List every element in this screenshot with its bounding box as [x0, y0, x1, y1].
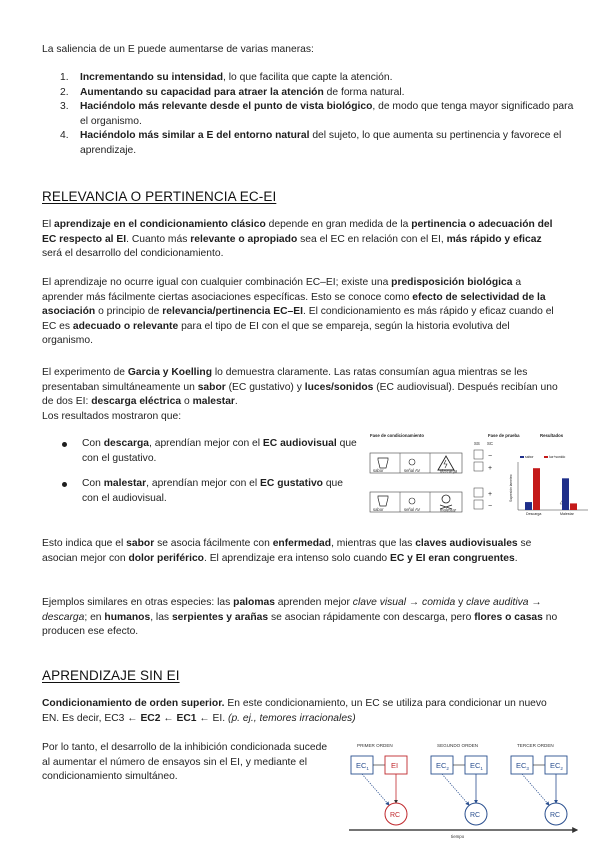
list-item: Con malestar, aprendían mejor con el EC gustativo que con el audiovisual. — [42, 477, 362, 506]
paragraph: El experimento de Garcia y Koelling lo demuestra claramente. Las ratas consumían agua mientras se les presentaban simultáneamente un sabor (EC gustativo) y luces/sonidos (EC audiovisual). Después recibían uno de dos EI: descarga eléctrica o malestar. Los resultados mostraron que: — [42, 367, 558, 422]
svg-text:EI: EI — [391, 761, 399, 770]
paragraph: Por lo tanto, el desarrollo de la inhibición condicionada sucede al aumentar el número de ensayos sin el EI, y mediante el condicionamiento simultáneo. — [42, 742, 328, 783]
x-tick-label: Descarga — [526, 512, 542, 516]
skull-icon — [442, 495, 450, 503]
second-order-diagram — [431, 756, 487, 825]
third-order-diagram — [511, 756, 567, 825]
section-heading-aprendizaje: APRENDIZAJE SIN EI — [42, 668, 180, 683]
svg-text:descarga: descarga — [440, 468, 458, 474]
order-title: TERCER ORDEN — [517, 743, 554, 748]
svg-text:EC3: $EC_3$ — [516, 761, 529, 771]
list-item: 3. Haciéndolo más relevante desde el punto de vista biológico, de modo que tenga mayor significado para el organismo. — [60, 101, 574, 127]
bar-descarga-audiovisual — [533, 468, 540, 510]
figure-col-title: Resultados — [540, 433, 564, 438]
flask-icon — [378, 496, 388, 506]
paragraph: El aprendizaje en el condicionamiento clásico depende en gran medida de la pertinencia o adecuación del EC respecto al EI. Cuanto más relevante o apropiado sea el EC en relación con el EI, más rápido y eficaz será el desarrollo del condicionamiento. — [42, 219, 553, 260]
list-item: 2. Aumentando su capacidad para atraer la atención de forma natural. — [60, 86, 405, 98]
y-axis-label: Supresión lameteo — [509, 474, 513, 502]
legend-swatch-red — [544, 456, 548, 458]
legend-label: sabor — [525, 455, 534, 459]
svg-text:RC: RC — [550, 812, 561, 819]
flask-icon — [378, 458, 388, 468]
time-axis-label: tiempo — [451, 834, 465, 839]
bar-descarga-sabor — [525, 502, 532, 510]
intro-list — [42, 71, 577, 159]
svg-text:RC: RC — [390, 812, 401, 819]
svg-text:señal AV: señal AV — [404, 507, 421, 512]
bar-malestar-sabor — [562, 478, 569, 510]
section-heading-relevancia: RELEVANCIA O PERTINENCIA EC-EI — [42, 189, 277, 204]
list-item: Con descarga, aprendían mejor con el EC audiovisual que con el gustativo. — [42, 437, 362, 466]
legend-swatch-blue — [520, 456, 524, 458]
bulb-icon — [409, 498, 415, 504]
figure-col-title: Fase de prueba — [488, 433, 520, 438]
svg-text:−: − — [488, 453, 493, 460]
results-chart — [509, 455, 588, 516]
svg-text:EC1: $EC_1$ — [356, 761, 369, 771]
test-header: SS — [474, 441, 480, 446]
svg-text:−: − — [488, 503, 493, 510]
bulb-icon — [409, 459, 415, 465]
x-tick-label: Malestar — [560, 512, 574, 516]
svg-text:EC2: $EC_2$ — [550, 761, 563, 771]
paragraph: Ejemplos similares en otras especies: las palomas aprenden mejor clave visual → comida y clave auditiva → descarga; en humanos, las serpientes y arañas se asocian rápidamente con descarga, pero flores o casas no producen ese efecto. — [42, 597, 558, 638]
first-order-diagram — [351, 756, 407, 825]
paragraph: Condicionamiento de orden superior. En este condicionamiento, un EC se utiliza para condicionar un nuevo EN. Es decir, EC3 ← EC2 ← EC1 ← EI. (p. ej., temores irracionales) — [42, 698, 547, 724]
svg-text:malestar: malestar — [440, 507, 457, 513]
paragraph: El aprendizaje no ocurre igual con cualquier combinación EC–EI; existe una predisposición biológica a aprender más fácilmente ciertas asociaciones específicas. Esto se conoce como efecto de selectividad de la asociación o principio de relevancia/pertinencia EC–EI. El condicionamiento es más rápido y eficaz cuando el EC es adecuado o relevante para el tipo de EI con el que se empareja, según la historia evolutiva del organismo. — [42, 277, 554, 347]
svg-text:sabor: sabor — [373, 507, 384, 512]
higher-order-figure — [345, 738, 585, 842]
paragraph: Esto indica que el sabor se asocia fácilmente con enfermedad, mientras que las claves audiovisuales se asocian mejor con dolor periférico. El aprendizaje era intenso solo cuando EC y EI eran congruentes. — [42, 538, 532, 564]
legend-label: luz+sonido — [549, 455, 566, 459]
order-title: SEGUNDO ORDEN — [437, 743, 479, 748]
svg-text:señal AV: señal AV — [404, 468, 421, 473]
result-list — [42, 437, 362, 506]
garcia-koelling-figure — [368, 432, 590, 518]
figure-col-title: Fase de condicionamiento — [370, 433, 424, 438]
svg-text:EC1: $EC_1$ — [470, 761, 483, 771]
conditioning-row-shock — [370, 453, 462, 474]
list-item: 1. Incrementando su intensidad, lo que facilita que capte la atención. — [60, 72, 393, 83]
svg-text:RC: RC — [470, 812, 481, 819]
test-phase — [474, 450, 483, 509]
bar-malestar-audiovisual — [570, 503, 577, 510]
svg-text:EC2: $EC_2$ — [436, 761, 449, 771]
svg-text:+: + — [488, 491, 493, 498]
svg-text:+: + — [488, 465, 493, 472]
conditioning-row-illness — [370, 492, 462, 513]
list-item: 4. Haciéndolo más similar a E del entorno natural del sujeto, lo que aumenta su pertinencia y favorece el aprendizaje. — [60, 130, 562, 156]
svg-text:sabor: sabor — [373, 468, 384, 473]
test-header: SC — [487, 441, 493, 446]
order-title: PRIMER ORDEN — [357, 743, 393, 748]
intro-text: La saliencia de un E puede aumentarse de varias maneras: — [42, 44, 314, 55]
